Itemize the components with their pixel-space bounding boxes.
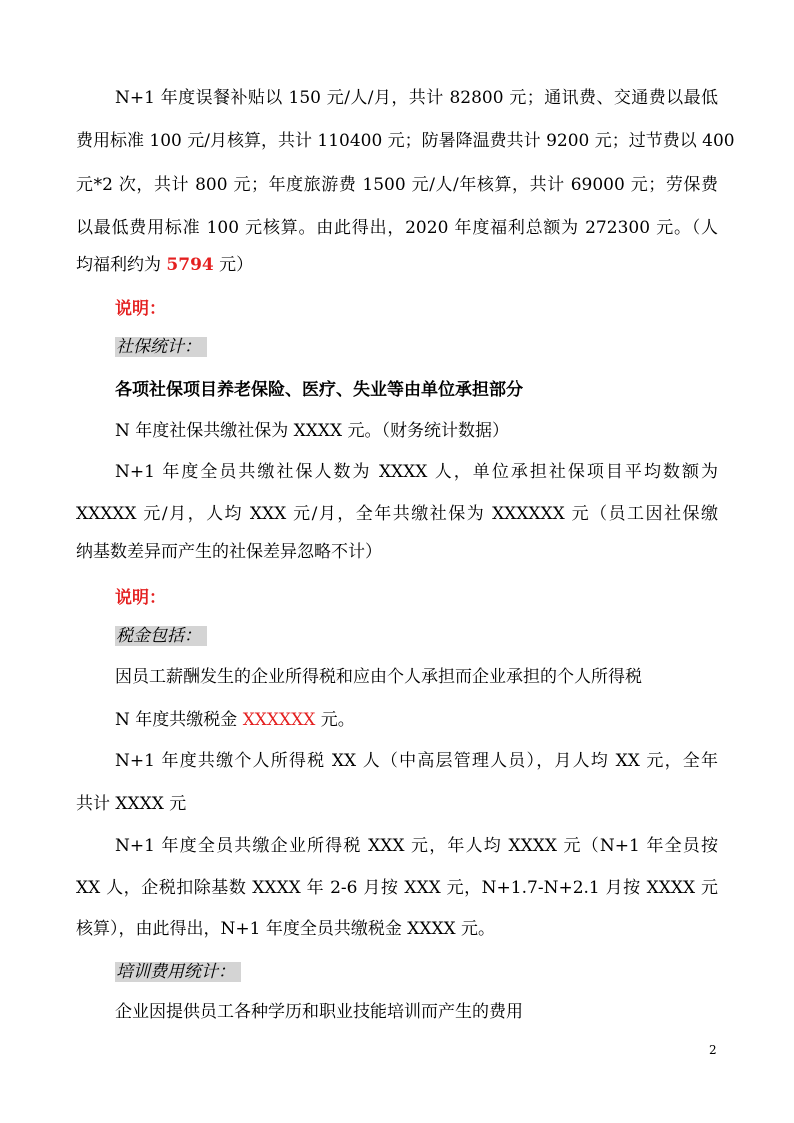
welfare-line-1: N+1 年度误餐补贴以 150 元/人/月，共计 82800 元；通讯费、交通费以最低 — [115, 88, 718, 108]
welfare-line-4: 以最低费用标准 100 元核算。由此得出，2020 年度福利总额为 272300 元。（人 — [76, 218, 718, 238]
tax-paragraph-3-line-2: 共计 XXXX 元 — [76, 794, 187, 814]
tax-paragraph-3-line-1: N+1 年度共缴个人所得税 XX 人（中高层管理人员），月人均 XX 元，全年 — [115, 751, 718, 771]
tax-amount-value: XXXXXX — [242, 710, 316, 730]
tax-paragraph-4-line-2: XX 人，企税扣除基数 XXXX 年 2-6 月按 XXX 元，N+1.7-N+2.1 月按 XXXX 元 — [76, 878, 718, 898]
section-heading-text: 培训费用统计： — [115, 962, 241, 982]
tax-text: 元。 — [315, 710, 355, 730]
section-heading-social — [115, 336, 207, 358]
section-heading-training — [115, 961, 241, 983]
tax-paragraph-4-line-1: N+1 年度全员共缴企业所得税 XXX 元，年人均 XXXX 元（N+1 年全员按 — [115, 836, 718, 856]
welfare-text: 元） — [213, 255, 254, 275]
social-subheading: 各项社保项目养老保险、医疗、失业等由单位承担部分 — [115, 380, 523, 400]
welfare-text: 均福利约为 — [76, 255, 167, 275]
welfare-line-5 — [76, 254, 253, 276]
note-label: 说明： — [115, 588, 166, 608]
welfare-per-capita-value: 5794 — [166, 255, 214, 275]
tax-paragraph-1: 因员工薪酬发生的企业所得税和应由个人承担而企业承担的个人所得税 — [115, 667, 642, 687]
social-paragraph-2-line-1: N+1 年度全员共缴社保人数为 XXXX 人，单位承担社保项目平均数额为 — [115, 462, 718, 482]
tax-text: N 年度共缴税金 — [115, 710, 243, 730]
training-paragraph-1: 企业因提供员工各种学历和职业技能培训而产生的费用 — [115, 1002, 523, 1022]
tax-paragraph-4-line-3: 核算），由此得出，N+1 年度全员共缴税金 XXXX 元。 — [76, 919, 496, 939]
welfare-line-3: 元*2 次，共计 800 元；年度旅游费 1500 元/人/年核算，共计 69000 元；劳保费 — [76, 175, 718, 195]
social-paragraph-2-line-3: 纳基数差异而产生的社保差异忽略不计） — [76, 542, 382, 562]
social-paragraph-1: N 年度社保共缴社保为 XXXX 元。（财务统计数据） — [115, 421, 509, 441]
section-heading-tax — [115, 625, 207, 647]
section-heading-text: 社保统计： — [115, 337, 207, 357]
tax-paragraph-2 — [115, 709, 355, 731]
section-heading-text: 税金包括： — [115, 626, 207, 646]
note-label: 说明： — [115, 299, 166, 319]
welfare-line-2: 费用标准 100 元/月核算，共计 110400 元；防暑降温费共计 9200 元；过节费以 400 — [76, 131, 735, 151]
page-number: 2 — [709, 1043, 717, 1057]
social-paragraph-2-line-2: XXXXX 元/月，人均 XXX 元/月，全年共缴社保为 XXXXXX 元（员工因社保缴 — [76, 504, 718, 524]
